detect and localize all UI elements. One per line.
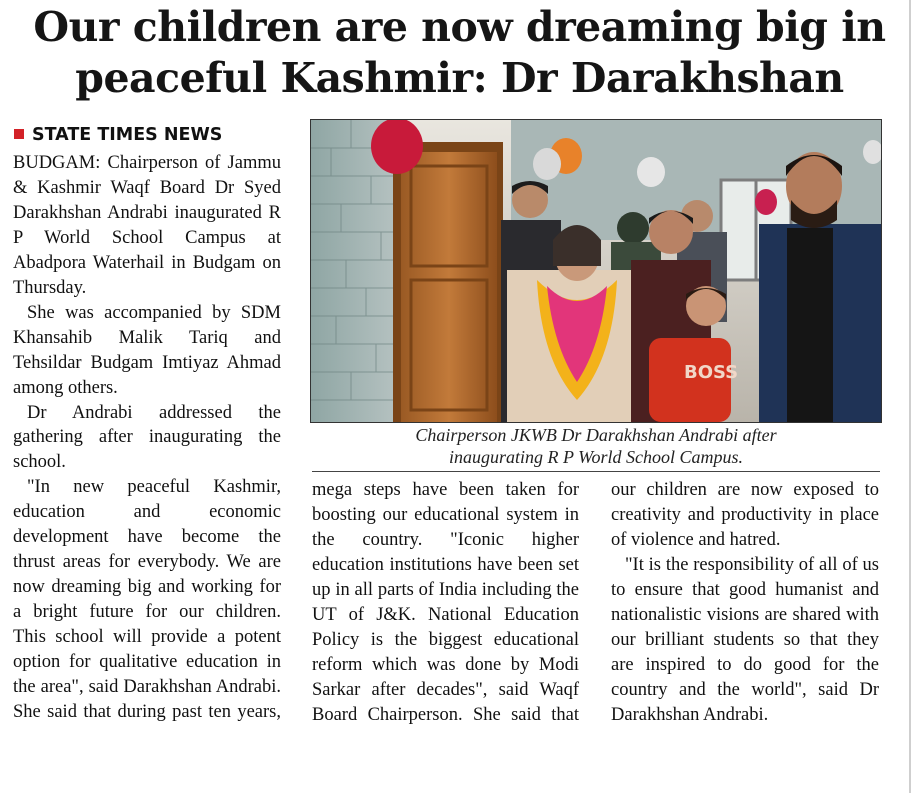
byline-text: STATE TIMES NEWS — [32, 125, 223, 145]
byline-square-icon — [14, 129, 24, 139]
article-column-1 — [13, 151, 281, 725]
caption-line-1: Chairperson JKWB Dr Darakhshan Andrabi after — [415, 425, 777, 445]
paragraph: "In new peaceful Kashmir, education and economic development have become the thrust areas for everybody. We are now dreaming big and working for a bright future for our children. This school will provide a potent option for qualitative education in the area", said Darakhshan Andrabi. She said that during past ten years, — [13, 477, 281, 722]
caption-line-2: inaugurating R P World School Campus. — [448, 447, 744, 467]
page-edge — [909, 0, 911, 793]
shirt-text: BOSS — [684, 362, 739, 383]
paragraph: BUDGAM: Chairperson of Jammu & Kashmir Waqf Board Dr Syed Darakhshan Andrabi inaugurated R P World School Campus at Abadpora Waterhail in Budgam on Thursday. — [13, 153, 281, 298]
paragraph: Dr Andrabi addressed the gathering after inaugurating the school. — [13, 402, 281, 473]
divider — [312, 471, 880, 472]
photo-caption — [312, 424, 880, 468]
paragraph: our children are now exposed to creativity and productivity in place of violence and hatred. — [611, 480, 879, 550]
news-photo — [310, 119, 882, 423]
article-column-3 — [611, 478, 879, 728]
paragraph: She was accompanied by SDM Khansahib Malik Tariq and Tehsildar Budgam Imtiyaz Ahmad among others. — [13, 302, 281, 398]
byline — [14, 125, 222, 145]
headline-line-2: peaceful Kashmir: Dr Darakhshan — [75, 54, 844, 102]
paragraph: mega steps have been taken for boosting our educational system in the country. "Iconic higher education institutions have been set up in all parts of India including the UT of J&K. National Education Policy is the biggest educational reform which was done by Modi Sarkar after decades", said Waqf Board Chairperson. She said that — [312, 480, 579, 725]
paragraph: "It is the responsibility of all of us to ensure that good humanist and nationalistic visions are shared with our brilliant students so that they are inspired to do good for the country and the world", said Dr Darakhshan Andrabi. — [611, 554, 879, 725]
headline-line-1: Our children are now dreaming big in — [33, 3, 886, 51]
article-column-2 — [312, 478, 579, 728]
headline — [0, 2, 919, 104]
